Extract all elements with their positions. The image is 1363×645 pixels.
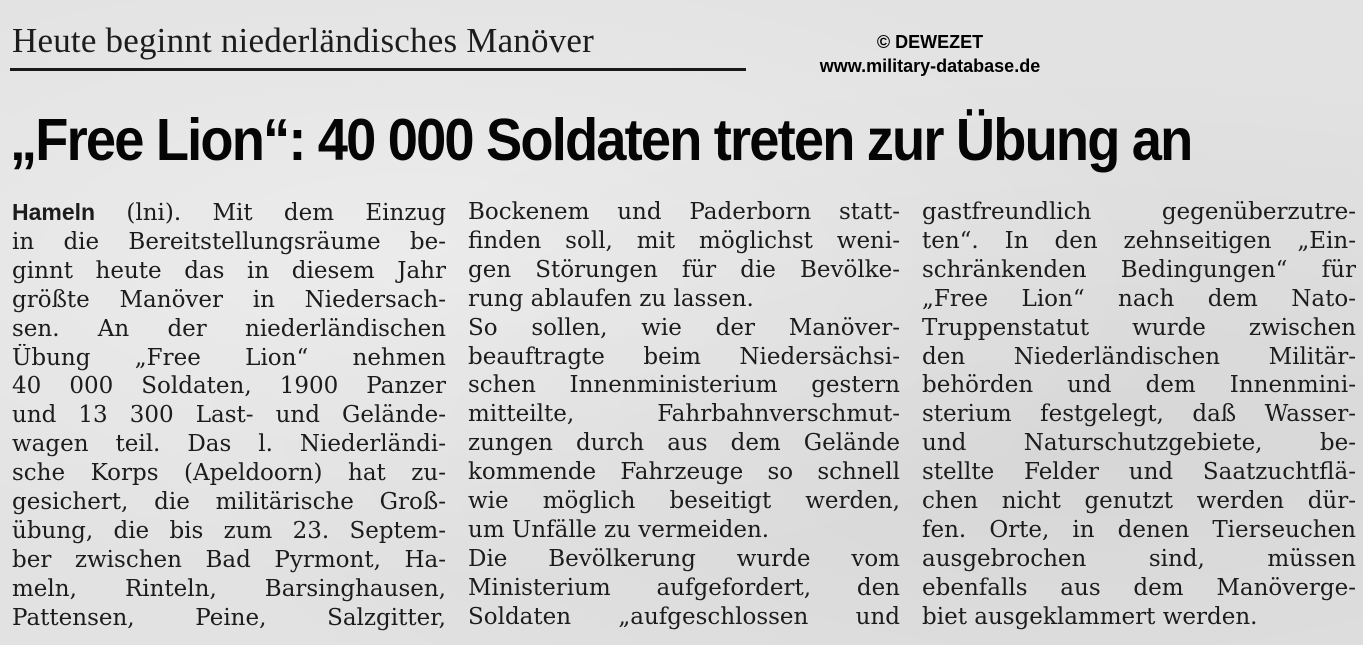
column-line: schen Innenministerium gestern <box>468 372 900 399</box>
article-column-3 <box>922 198 1356 632</box>
article-column-2 <box>468 198 900 632</box>
column-line: „Free Lion“ nach dem Nato- <box>922 285 1356 312</box>
column-line: ebenfalls aus dem Manövergе- <box>922 574 1356 601</box>
article-column-1 <box>12 198 446 633</box>
column-line: fen. Orte, in denen Tierseuchen <box>922 516 1356 543</box>
column-line: kommende Fahrzeuge so schnell <box>468 459 900 486</box>
column-line: stellte Felder und Saatzuchtflä- <box>922 459 1356 486</box>
column-line: zungen durch aus dem Gelände <box>468 430 900 457</box>
column-line: finden soll, mit möglichst weni- <box>468 227 900 254</box>
column-line: ginnt heute das in diesem Jahr <box>12 257 446 284</box>
column-line: gastfreundlich gegenüberzutre- <box>922 199 1356 225</box>
column-line-text: (lni). Mit dem Einzug <box>95 200 446 226</box>
column-line: So sollen, wie der Manöver- <box>468 314 900 341</box>
column-line: ten“. In den zehnseitigen „Ein- <box>922 227 1356 254</box>
column-line: Ministerium aufgefordert, den <box>468 574 900 601</box>
column-line: mitteilte, Fahrbahnverschmut- <box>468 401 900 428</box>
column-line: übung, die bis zum 23. Septem- <box>12 517 446 544</box>
column-line: Soldaten „aufgeschlossen und <box>468 603 900 630</box>
column-line: gesichert, die militärische Groß- <box>12 489 446 516</box>
main-headline: „Free Lion“: 40 000 Soldaten treten zur Übung an <box>10 107 1192 173</box>
column-line: wie möglich beseitigt werden, <box>468 488 900 515</box>
column-line: größte Manöver in Niedersach- <box>12 286 446 313</box>
column-line: 40 000 Soldaten, 1900 Panzer <box>12 373 446 400</box>
column-line: Truppenstatut wurde zwischen <box>922 314 1356 341</box>
source-credit <box>800 30 1060 78</box>
column-line: sterium festgelegt, daß Wasser- <box>922 401 1356 428</box>
column-line: meln, Rinteln, Barsinghausen, <box>12 575 446 602</box>
column-line: Pattensen, Peine, Salzgitter, <box>12 604 446 631</box>
column-line: rung ablaufen zu lassen. <box>468 285 754 312</box>
column-line: in die Bereitstellungsräume be- <box>12 228 446 255</box>
column-line: sche Korps (Apeldoorn) hat zu- <box>12 460 446 487</box>
kicker-underline <box>10 68 746 71</box>
kicker-headline: Heute beginnt niederländisches Manöver <box>12 21 594 60</box>
column-line: schränkenden Bedingungen“ für <box>922 256 1356 283</box>
column-line: beauftragte beim Niedersächsi- <box>468 343 900 370</box>
column-line: behörden und dem Innenmini- <box>922 372 1356 399</box>
column-line <box>12 198 446 228</box>
column-line: Übung „Free Lion“ nehmen <box>12 344 446 371</box>
column-line: Die Bevölkerung wurde vom <box>468 545 900 572</box>
column-line: und 13 300 Last- und Gelände- <box>12 402 446 429</box>
column-line: ber zwischen Bad Pyrmont, Ha- <box>12 546 446 573</box>
column-line: den Niederländischen Militär- <box>922 343 1356 370</box>
column-line: biet ausgeklammert werden. <box>922 603 1258 630</box>
column-line: Bockenem und Paderborn statt- <box>468 199 900 225</box>
column-line: chen nicht genutzt werden dür- <box>922 488 1356 515</box>
column-line: wagen teil. Das l. Niederländi- <box>12 431 446 458</box>
source-website: www.military-database.de <box>819 56 1041 76</box>
column-line: und Naturschutzgebiete, be- <box>922 430 1356 457</box>
column-line: gen Störungen für die Bevölke- <box>468 256 900 283</box>
dateline: Hameln <box>12 199 96 225</box>
column-line: ausgebrochen sind, müssen <box>922 545 1356 572</box>
column-line: sen. An der niederländischen <box>12 315 446 342</box>
copyright-notice: © DEWEZET <box>876 32 984 52</box>
column-line: um Unfälle zu vermeiden. <box>468 516 770 543</box>
